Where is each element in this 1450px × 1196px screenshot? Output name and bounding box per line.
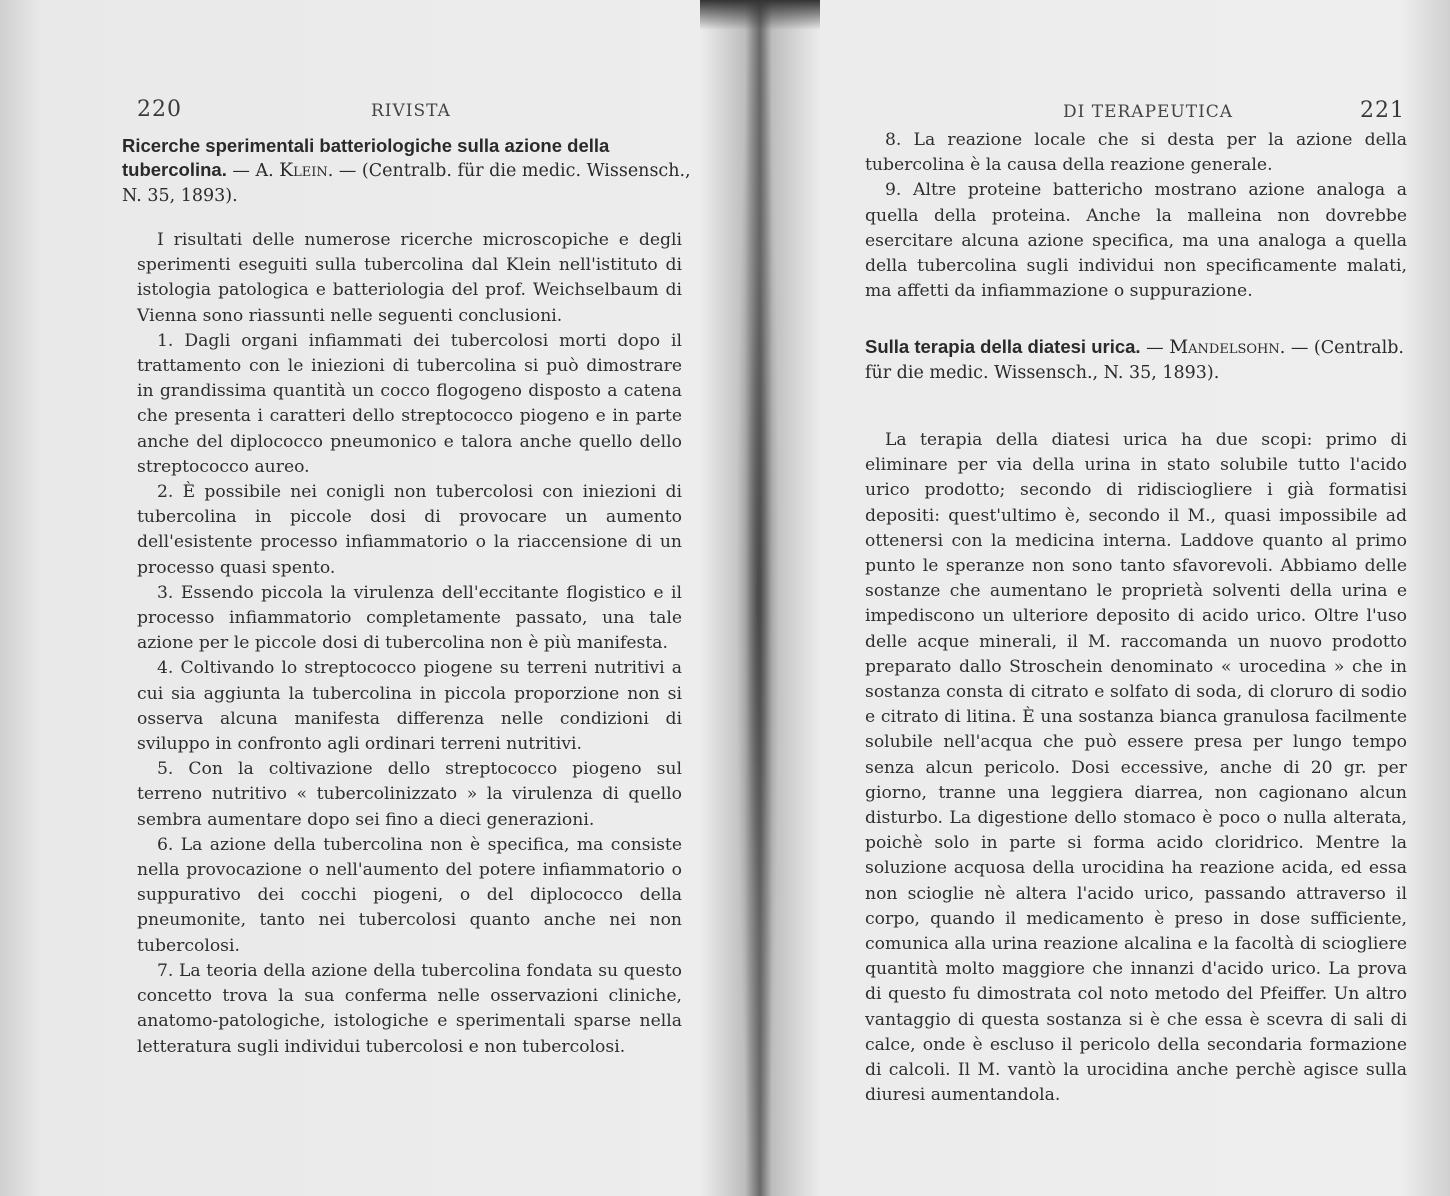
page-number: 221 <box>1360 98 1405 123</box>
book-gutter <box>738 0 778 1196</box>
paragraph: 7. La teoria della azione della tubercolina fondata su questo concetto trova la sua conferma nelle osservazioni cliniche, anatomo-patologiche, istologiche e sperimentali sparse nella letteratura sugli individui tubercolosi e non tubercolosi. <box>137 960 682 1057</box>
paragraph: 1. Dagli organi infiammati dei tubercolosi morti dopo il trattamento con le iniezioni di tubercolina si può dimostrare in grandissima quantità un cocco flogogeno disposto a catena che presenta i caratteri dello streptococco piogeno e in parte anche del diplococco pneumonico e talora anche quello dello streptococco aureo. <box>137 330 682 477</box>
article-body <box>865 428 1407 1108</box>
article-title: Sulla terapia della diatesi urica. — Mandelsohn. — (Centralb. für die medic. Wissensch., N. 35, 1893). <box>865 336 1404 383</box>
article-citation: . — (Centralb. für die medic. Wissensch., N. 35, 1893). <box>122 161 691 206</box>
paragraph: 8. La reazione locale che si desta per la azione della tubercolina è la causa della reazione generale. <box>865 130 1407 176</box>
article-title-text: Ricerche sperimentali batteriologiche sulla azione della tubercolina. <box>122 135 610 180</box>
right-page <box>775 0 1450 1196</box>
article-title-text: Sulla terapia della diatesi urica. <box>865 336 1141 357</box>
running-head: DI TERAPEUTICA <box>1063 102 1234 122</box>
running-head: RIVISTA <box>371 101 451 121</box>
paragraph: 4. Coltivando lo streptococco piogene su terreni nutritivi a cui sia aggiunta la tubercolina in piccola proporzione non si osserva alcuna manifesta differenza nelle condizioni di sviluppo in confronto agli ordinari terreni nutritivi. <box>137 658 682 755</box>
paragraph: 9. Altre proteine battericho mostrano azione analoga a quella della proteina. Anche la malleina non dovrebbe esercitare alcuna azione specifica, ma una analoga a quella della tubercolina sugli individui non specificamente malati, ma affetti da infiammazione o suppurazione. <box>865 180 1407 302</box>
page-number: 220 <box>137 97 182 122</box>
paragraph: La terapia della diatesi urica ha due scopi: primo di eliminare per via della urina in stato solubile tutto l'acido urico prodotto; secondo di ridisciogliere i già formatisi depositi: quest'ultimo è, secondo il M., quasi impossibile ad ottenersi con la medicina interna. Laddove quanto al primo punto le speranze non sono tanto sfavorevoli. Abbiamo delle sostanze che aumentano le proprietà solventi della urina e impediscono un ulteriore deposito di acido urico. Oltre l'uso delle acque minerali, il M. raccomanda un nuovo prodotto preparato dallo Stroschein denominato « urocedina » che in sostanza consta di citrato e solfato di soda, di cloruro di sodio e citrato di litina. È una sostanza bianca granulosa facilmente solubile nell'acqua che può essere presa per lungo tempo senza alcun pericolo. Dosi eccessive, anche di 20 gr. per giorno, tranne una leggiera diarrea, non cagionano alcun disturbo. La digestione dello stomaco è poco o nulla alterata, poichè solo in parte si forma acido cloridrico. Mentre la soluzione acquosa della urocidina ha reazione acida, ed essa non scioglie nè altera l'acido urico, passando attraverso il corpo, quando il medicamento è preso in dose sufficiente, comunica alla urina reazione alcalina e la facoltà di sciogliere quantità molto maggiore che innanzi d'acido urico. La prova di questo fu dimostrata col noto metodo del Pfeiffer. Un altro vantaggio di questa sostanza si è che essa è scevra di sali di calce, onde è escluso il pericolo della secondaria formazione di calcoli. Il M. vantò la urocidina anche perchè agisce sulla diuresi aumentandola. <box>865 430 1407 1106</box>
continued-list <box>865 128 1407 304</box>
article-citation: . — (Centralb. für die medic. Wissensch., N. 35, 1893). <box>865 338 1404 383</box>
article-title: Ricerche sperimentali batteriologiche sulla azione della tubercolina. — A. Klein. — (Centralb. für die medic. Wissensch., N. 35, 1893). <box>122 135 691 206</box>
article-body <box>137 228 682 1060</box>
article-author: Klein <box>279 160 328 181</box>
paragraph: 5. Con la coltivazione dello streptococco piogeno sul terreno nutritivo « tubercolinizzato » la virulenza di quello sembra aumentare dopo sei fino a dieci generazioni. <box>137 759 682 830</box>
paragraph: 2. È possibile nei conigli non tubercolosi con iniezioni di tubercolina in piccole dosi di provocare un aumento dell'esistente processo infiammatorio o la riaccensione di un processo quasi spento. <box>137 482 682 578</box>
paragraph: 3. Essendo piccola la virulenza dell'eccitante flogistico e il processo infiammatorio completamente passato, una tale azione per le piccole dosi di tubercolina non è più manifesta. <box>137 582 682 654</box>
paragraph: I risultati delle numerose ricerche microscopiche e degli sperimenti eseguiti sulla tubercolina dal Klein nell'istituto di istologia patologica e batteriologia del prof. Weichselbaum di Vienna sono riassunti nelle seguenti conclusioni. <box>137 230 682 326</box>
paragraph: 6. La azione della tubercolina non è specifica, ma consiste nella provocazione o nell'aumento del potere infiammatorio o suppurativo dei cocchi piogeni, o del diplococco della pneumonite, tanto nei tubercolosi quanto anche nei non tubercolosi. <box>137 834 682 956</box>
article-author: Mandelsohn <box>1169 337 1280 358</box>
